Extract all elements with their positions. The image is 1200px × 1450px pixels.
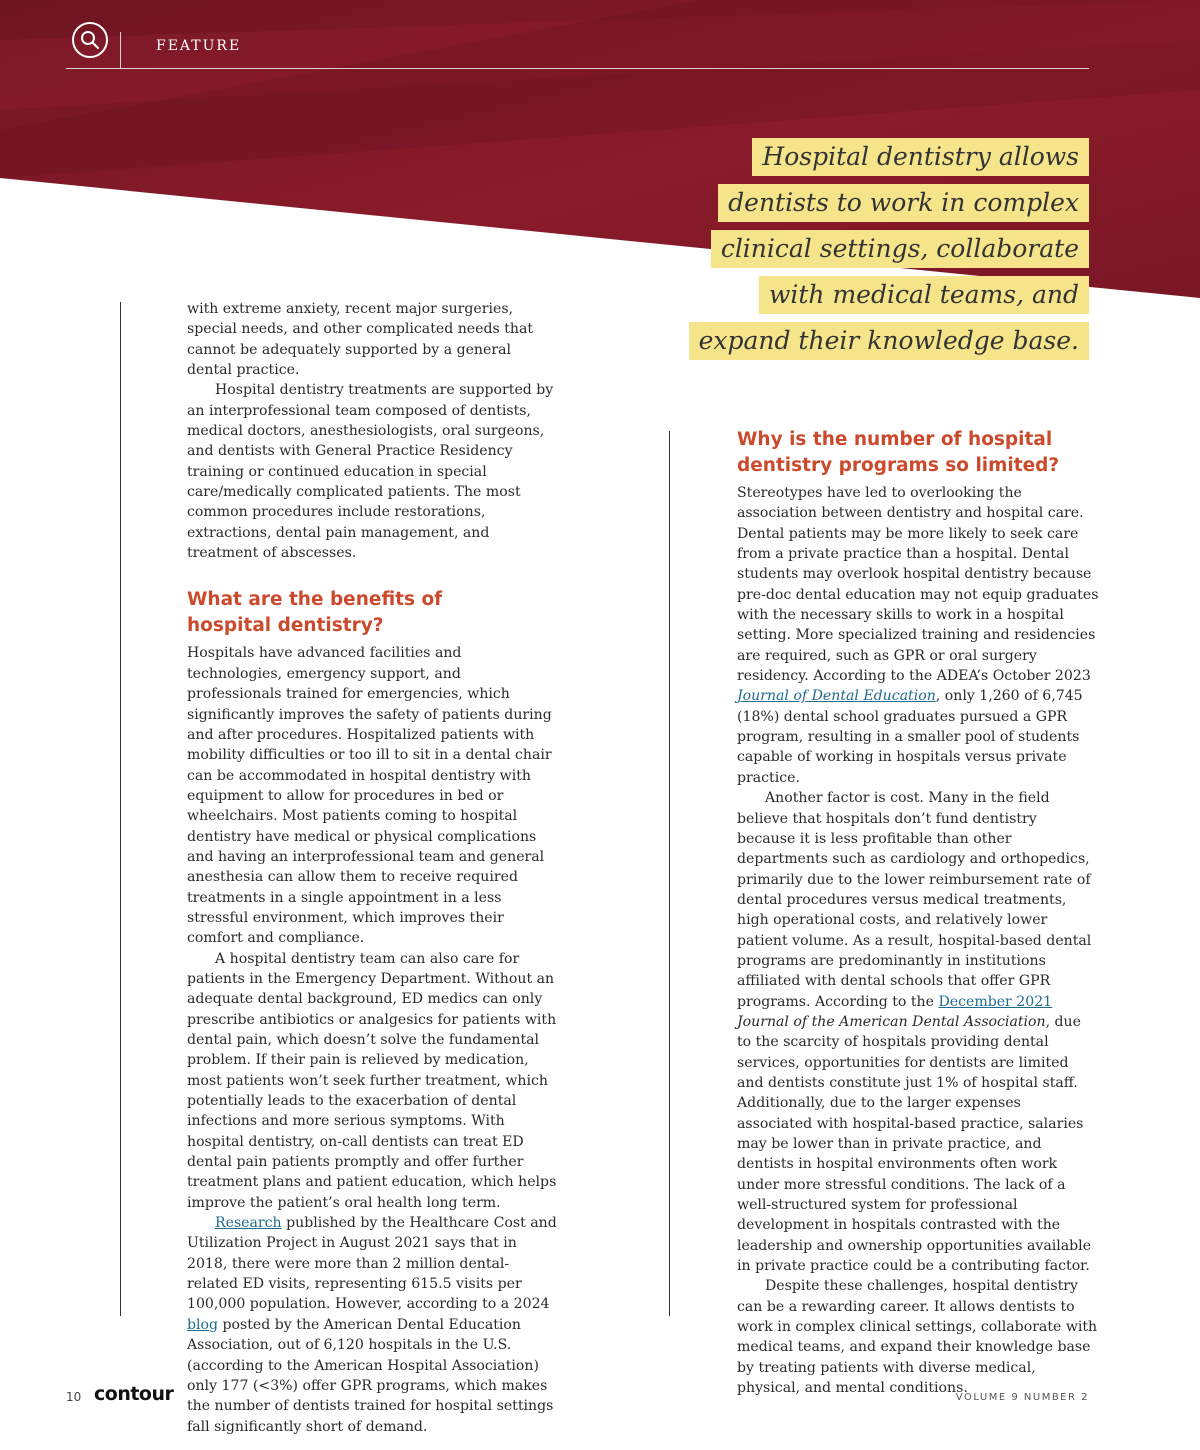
journal-link[interactable]: Journal of Dental Education — [737, 688, 936, 705]
heading-line: hospital dentistry? — [187, 615, 384, 637]
header-divider — [120, 32, 121, 68]
pull-quote-line: Hospital dentistry allows — [752, 138, 1089, 176]
paragraph — [737, 483, 1099, 788]
december-2021-link[interactable]: December 2021 — [938, 993, 1053, 1010]
pull-quote-line: dentists to work in complex — [718, 184, 1089, 222]
search-icon — [72, 22, 108, 58]
pull-quote-line: expand their knowledge base. — [689, 322, 1089, 360]
paragraph — [187, 1213, 559, 1437]
blog-link[interactable]: blog — [187, 1316, 219, 1333]
paragraph — [737, 788, 1099, 1276]
paragraph: with extreme anxiety, recent major surgeries, special needs, and other complicated needs that cannot be adequately supported by a general dental practice. — [187, 301, 534, 379]
paragraph-text: posted by the American Dental Education Association, out of 6,120 hospitals in the U.S. (according to the American Hospital Association) only 177 (<3%) offer GPR programs, which makes the number of dentists trained for hospital settings fall significantly short of demand. — [187, 1316, 554, 1435]
contour-logo: contour — [94, 1383, 174, 1405]
page-number: 10 — [66, 1390, 82, 1404]
volume-label: VOLUME 9 NUMBER 2 — [955, 1392, 1089, 1403]
paragraph: Hospital dentistry treatments are supported by an interprofessional team composed of dentists, medical doctors, anesthesiologists, oral surgeons, and dentists with General Practice Residency training or continued education in special care/medically complicated patients. The most common procedures include restorations, extractions, dental pain management, and treatment of abscesses. — [187, 382, 554, 562]
paragraph-text: , due to the scarcity of hospitals providing dental services, opportunities for dentists are limited and dentists constitute just 1% of hospital staff. Additionally, due to the larger expenses associated with hospital-based practice, salaries may be lower than in private practice, and dentists in hospital environments often work under more stressful conditions. The lack of a well-structured system for professional development in hospitals contrasted with the leadership and ownership opportunities available in private practice could be a contributing factor. — [737, 1013, 1092, 1275]
right-column — [737, 427, 1099, 1398]
section-label: FEATURE — [156, 38, 242, 54]
journal-title: Journal of the American Dental Association — [737, 1013, 1046, 1030]
section-header — [66, 22, 1089, 69]
pull-quote-line: with medical teams, and — [759, 276, 1089, 314]
paragraph: Despite these challenges, hospital dentistry can be a rewarding career. It allows dentists to work in complex clinical settings, collaborate with medical teams, and expand their knowledge base by treating patients with diverse medical, physical, and mental conditions. — [737, 1278, 1098, 1397]
pull-quote-line: clinical settings, collaborate — [711, 230, 1089, 268]
section-heading — [737, 427, 1099, 479]
left-column — [187, 299, 559, 1437]
paragraph: Hospitals have advanced facilities and technologies, emergency support, and professionals trained for emergencies, which significantly improves the safety of patients during and after procedures. Hospitalized patients with mobility difficulties or too ill to sit in a dental chair can be accommodated in hospital dentistry with equipment to allow for procedures in bed or wheelchairs. Most patients coming to hospital dentistry have medical or physical complications and having an interprofessional team and general anesthesia can allow them to receive required treatments in a single appointment in a less stressful environment, which improves their comfort and compliance. — [187, 645, 552, 947]
research-link[interactable]: Research — [215, 1215, 282, 1232]
paragraph-text: published by the Healthcare Cost and Utilization Project in August 2021 says that in 2018, there were more than 2 million dental-related ED visits, representing 615.5 visits per 100,000 population. However, according to a 2024 — [187, 1215, 557, 1313]
column-rule-right — [669, 431, 670, 1316]
heading-line: dentistry programs so limited? — [737, 455, 1060, 476]
section-heading — [187, 587, 559, 639]
paragraph-text: Another factor is cost. Many in the field believe that hospitals don’t fund dentistry because it is less profitable than other departments such as cardiology and orthopedics, primarily due to the lower reimbursement rate of dental procedures versus medical treatments, high operational costs, and relatively lower patient volume. As a result, hospital-based dental programs are predominantly in institutions affiliated with dental schools that offer GPR programs. According to the — [737, 790, 1092, 1010]
column-rule-left — [120, 302, 121, 1316]
paragraph-text: , only 1,260 of 6,745 (18%) dental school graduates pursued a GPR program, resulting in a smaller pool of students capable of working in hospitals versus private practice. — [737, 688, 1083, 786]
pull-quote — [609, 138, 1089, 368]
paragraph: A hospital dentistry team can also care for patients in the Emergency Department. Without an adequate dental background, ED medics can only prescribe antibiotics or analgesics for patients with dental pain, which doesn’t solve the fundamental problem. If their pain is relieved by medication, most patients won’t seek further treatment, which potentially leads to the exacerbation of dental infections and more serious symptoms. With hospital dentistry, on-call dentists can treat ED dental pain patients promptly and offer further treatment plans and patient education, which helps improve the patient’s oral health long term. — [187, 950, 557, 1211]
heading-line: Why is the number of hospital — [737, 429, 1053, 450]
heading-line: What are the benefits of — [187, 589, 443, 611]
paragraph-text: Stereotypes have led to overlooking the association between dentistry and hospital care. Dental patients may be more likely to seek care from a private practice than a hospital. Dental students may overlook hospital dentistry because pre-doc dental education may not equip graduates with the necessary skills to work in a hospital setting. More specialized training and residencies are required, such as GPR or oral surgery residency. According to the ADEA’s October 2023 — [737, 485, 1099, 685]
